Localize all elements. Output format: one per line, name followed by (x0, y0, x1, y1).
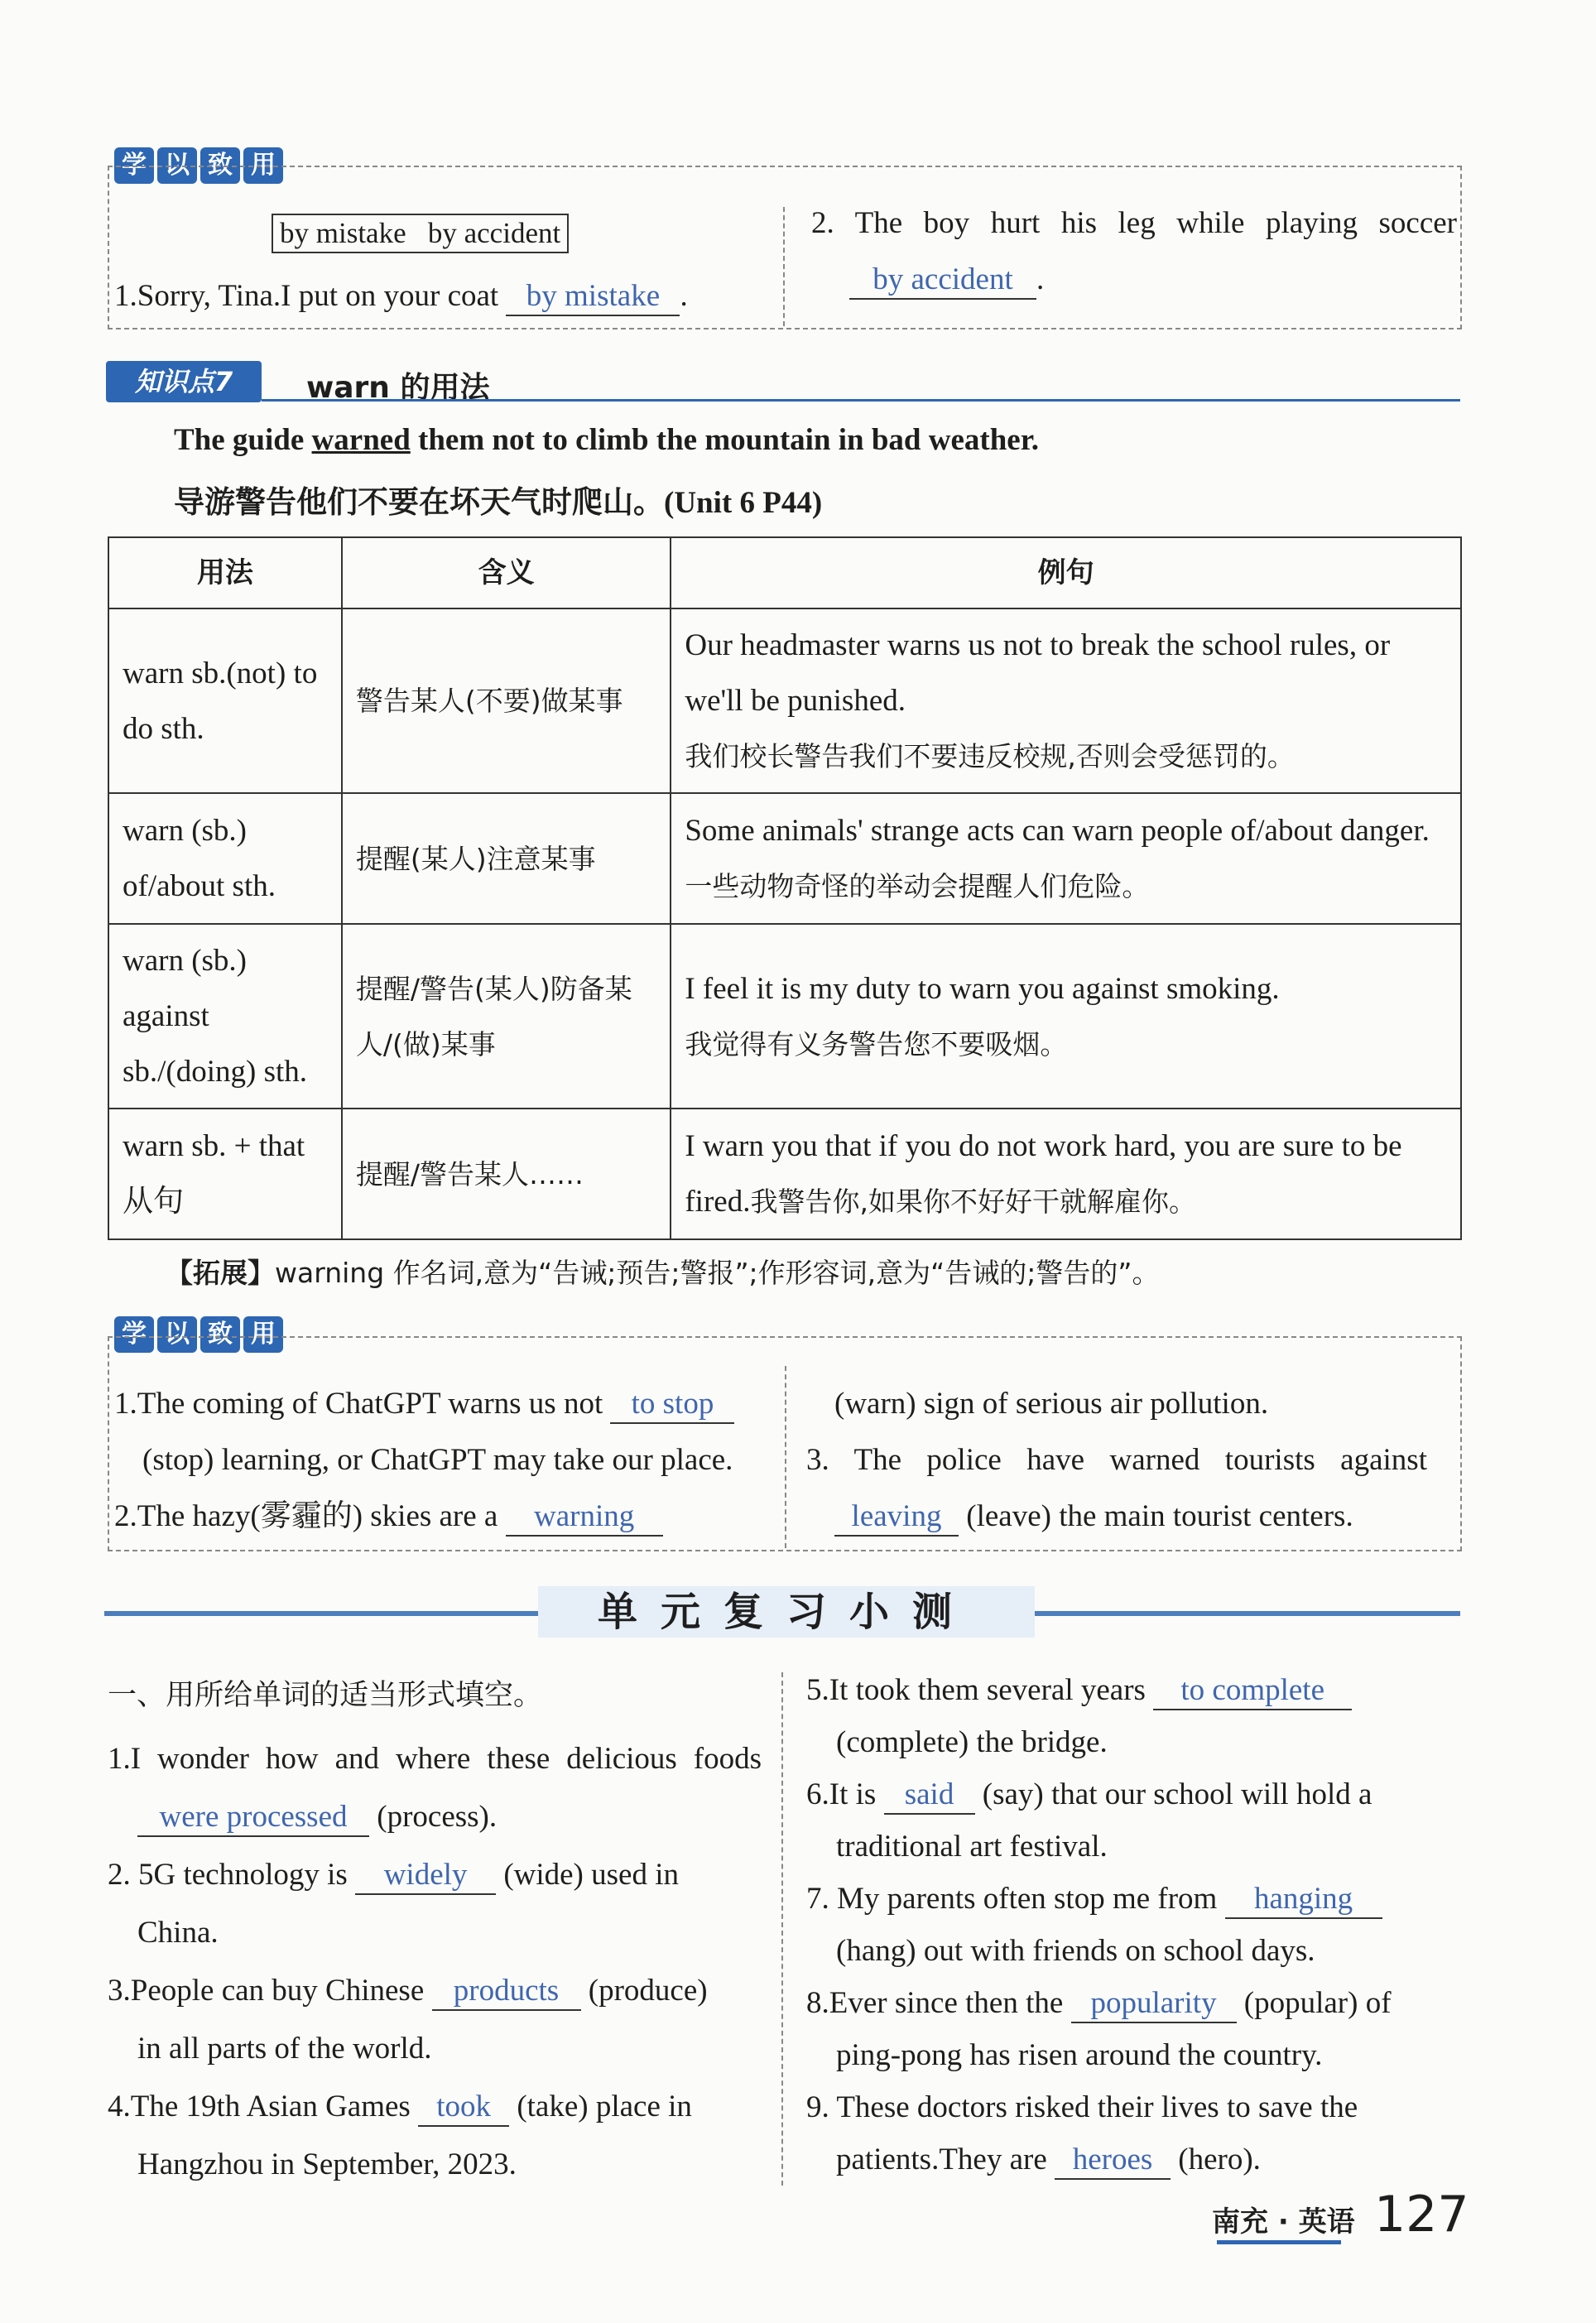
answer-blank[interactable]: said (884, 1777, 975, 1815)
example-cell: Our headmaster warns us not to break the school rules, or we'll be punished. 我们校长警告我们不要违反校规,否则会受惩罚的。 (671, 608, 1461, 793)
knowledge-point-title: warn 的用法 (306, 371, 490, 405)
review-title: 单元复习小测 (538, 1586, 1035, 1638)
title-rule (262, 399, 1460, 402)
answer-blank[interactable]: warning (506, 1499, 663, 1537)
practice1-question-2-answer: by accident . (849, 262, 1044, 300)
review-section-title: 一、用所给单词的适当形式填空。 (108, 1679, 543, 1712)
review-question-1: 1.I wonder how and where these delicious foods were processed (process). (108, 1730, 762, 1846)
usage-cell: warn (sb.) of/about sth. (108, 793, 342, 924)
example-cell: I warn you that if you do not work hard, you are sure to be fired.我警告你,如果你不好好干就解雇你。 (671, 1109, 1461, 1239)
meaning-cell: 提醒/警告某人…… (342, 1109, 671, 1239)
table-row (108, 793, 1461, 924)
page-number: 127 (1374, 2186, 1469, 2244)
practice2-question-2-3: (warn) sign of serious air pollution. 3. The police have warned tourists against leaving (leave) the main tourist centers. (834, 1376, 1464, 1545)
review-question-6: 6.It is said (say) that our school will hold a traditional art festival. (806, 1777, 1372, 1864)
practice2-question-1: 1.The coming of ChatGPT warns us not to stop (stop) learning, or ChatGPT may take our place. 2.The hazy(雾霾的) skies are a warning (114, 1376, 768, 1545)
review-left-column (108, 1730, 762, 2194)
answer-blank[interactable]: leaving (834, 1499, 959, 1537)
review-question-3: 3.People can buy Chinese products (produce) in all parts of the world. (108, 1974, 708, 2066)
footer-region: 南充 · 英语 (1212, 2205, 1355, 2239)
table-header-row (108, 537, 1461, 608)
example-sentence-cn: 导游警告他们不要在坏天气时爬山。(Unit 6 P44) (174, 484, 823, 520)
answer-blank[interactable]: products (432, 1974, 581, 2011)
meaning-cell: 提醒(某人)注意某事 (342, 793, 671, 924)
column-divider (785, 1366, 786, 1548)
column-divider (781, 1672, 783, 2186)
practice1-question-1: 1.Sorry, Tina.I put on your coat by mistake . (114, 278, 688, 316)
answer-blank[interactable]: widely (355, 1858, 496, 1895)
knowledge-point-badge: 知识点7 (106, 361, 262, 402)
answer-blank[interactable]: heroes (1055, 2143, 1171, 2180)
review-right-column (806, 1664, 1460, 2186)
meaning-cell: 警告某人(不要)做某事 (342, 608, 671, 793)
warn-usage-table (108, 536, 1462, 1240)
answer-blank[interactable]: to stop (610, 1387, 734, 1424)
table-header: 含义 (342, 537, 671, 608)
table-row (108, 608, 1461, 793)
review-question-8: 8.Ever since then the popularity (popular) of ping-pong has risen around the country. (806, 1986, 1392, 2072)
review-question-7: 7. My parents often stop me from hanging (hang) out with friends on school days. (806, 1873, 1460, 1977)
table-row (108, 1109, 1461, 1239)
extension-note: 【拓展】warning 作名词,意为“告诫;预告;警报”;作形容词,意为“告诫的;警告的”。 (166, 1257, 1160, 1289)
table-header: 用法 (108, 537, 342, 608)
usage-cell: warn sb. + that 从句 (108, 1109, 342, 1239)
answer-blank[interactable]: to complete (1153, 1673, 1352, 1710)
review-question-4: 4.The 19th Asian Games took (take) place in Hangzhou in September, 2023. (108, 2090, 692, 2181)
answer-blank[interactable]: hanging (1225, 1882, 1382, 1919)
answer-blank[interactable]: popularity (1071, 1986, 1237, 2023)
usage-cell: warn sb.(not) to do sth. (108, 608, 342, 793)
example-sentence-en: The guide warned them not to climb the mountain in bad weather. (174, 423, 1040, 457)
word-box: by mistake by accident (272, 214, 569, 253)
practice1-question-2: 2. The boy hurt his leg while playing soccer (811, 206, 1457, 240)
review-question-2: 2. 5G technology is widely (wide) used in China. (108, 1858, 679, 1950)
review-question-5: 5.It took them several years to complete (complete) the bridge. (806, 1664, 1460, 1768)
column-divider (783, 207, 785, 326)
answer-blank[interactable]: took (418, 2090, 509, 2127)
table-row (108, 924, 1461, 1109)
usage-cell: warn (sb.) against sb./(doing) sth. (108, 924, 342, 1109)
footer-rule (1217, 2240, 1341, 2244)
example-cell: Some animals' strange acts can warn people of/about danger.一些动物奇怪的举动会提醒人们危险。 (671, 793, 1461, 924)
review-question-9: 9. These doctors risked their lives to save the patients.They are heroes (hero). (806, 2081, 1460, 2186)
answer-blank[interactable]: by accident (849, 262, 1036, 300)
example-cell: I feel it is my duty to warn you against smoking. 我觉得有义务警告您不要吸烟。 (671, 924, 1461, 1109)
practice-badge-1: 学 以 致 用 (114, 147, 283, 184)
answer-blank[interactable]: were processed (137, 1800, 369, 1837)
answer-blank[interactable]: by mistake (506, 279, 680, 316)
table-header: 例句 (671, 537, 1461, 608)
practice-badge-2: 学 以 致 用 (114, 1316, 283, 1353)
meaning-cell: 提醒/警告(某人)防备某人/(做)某事 (342, 924, 671, 1109)
